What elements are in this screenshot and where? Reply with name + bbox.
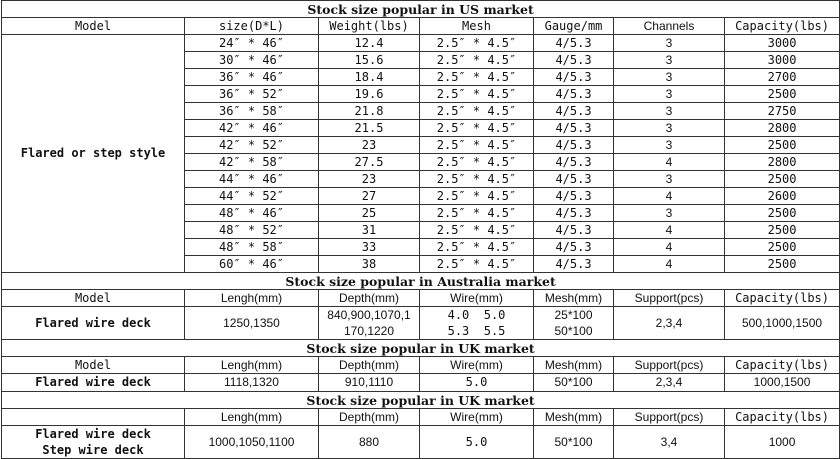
mesh-line: 50*100	[554, 324, 593, 338]
model-cell: Flared or step style	[2, 35, 185, 273]
mesh-cell: 2.5″ * 4.5″	[420, 86, 534, 103]
header-lengh: Lengh(mm)	[185, 357, 319, 374]
wire-cell	[420, 307, 534, 340]
mesh-cell: 2.5″ * 4.5″	[420, 154, 534, 171]
weight-cell: 31	[319, 222, 420, 239]
mesh-cell: 2.5″ * 4.5″	[420, 171, 534, 188]
mesh-cell: 2.5″ * 4.5″	[420, 35, 534, 52]
size-cell: 44″ * 46″	[185, 171, 319, 188]
model-cell: Flared wire deck	[2, 307, 185, 340]
header-model: Model	[2, 357, 185, 374]
uk2-section-title-row	[2, 392, 840, 409]
header-lengh: Lengh(mm)	[185, 409, 319, 426]
capacity-cell: 1000,1500	[725, 374, 840, 392]
wire-line: 5.3 5.5	[447, 324, 506, 338]
mesh-cell: 2.5″ * 4.5″	[420, 256, 534, 273]
weight-cell: 23	[319, 137, 420, 154]
size-cell: 42″ * 46″	[185, 120, 319, 137]
header-channels: Channels	[614, 18, 725, 35]
channels-cell: 3	[614, 86, 725, 103]
header-depth: Depth(mm)	[319, 409, 420, 426]
capacity-cell: 2800	[725, 120, 840, 137]
capacity-cell: 3000	[725, 52, 840, 69]
header-wire: Wire(mm)	[420, 357, 534, 374]
channels-cell: 4	[614, 239, 725, 256]
depth-cell: 910,1110	[319, 374, 420, 392]
mesh-cell: 50*100	[534, 374, 614, 392]
channels-cell: 3	[614, 103, 725, 120]
capacity-cell: 2600	[725, 188, 840, 205]
weight-cell: 12.4	[319, 35, 420, 52]
size-cell: 36″ * 58″	[185, 103, 319, 120]
uk1-header-row	[2, 357, 840, 374]
gauge-cell: 4/5.3	[534, 35, 614, 52]
us-section-title-row	[2, 1, 840, 18]
size-cell: 24″ * 46″	[185, 35, 319, 52]
mesh-cell: 2.5″ * 4.5″	[420, 205, 534, 222]
model-line: Step wire deck	[42, 443, 144, 457]
header-model: Model	[2, 18, 185, 35]
header-wire: Wire(mm)	[420, 409, 534, 426]
size-cell: 44″ * 52″	[185, 188, 319, 205]
table-row	[2, 35, 840, 52]
gauge-cell: 4/5.3	[534, 120, 614, 137]
weight-cell: 15.6	[319, 52, 420, 69]
weight-cell: 25	[319, 205, 420, 222]
capacity-cell: 2500	[725, 222, 840, 239]
channels-cell: 3	[614, 69, 725, 86]
header-capacity: Capacity(lbs)	[725, 18, 840, 35]
weight-cell: 38	[319, 256, 420, 273]
size-cell: 60″ * 46″	[185, 256, 319, 273]
channels-cell: 3	[614, 120, 725, 137]
table-row	[2, 426, 840, 459]
depth-cell	[319, 307, 420, 340]
channels-cell: 3	[614, 35, 725, 52]
gauge-cell: 4/5.3	[534, 86, 614, 103]
gauge-cell: 4/5.3	[534, 222, 614, 239]
weight-cell: 19.6	[319, 86, 420, 103]
header-weight: Weight(lbs)	[319, 18, 420, 35]
capacity-cell: 2500	[725, 86, 840, 103]
support-cell: 2,3,4	[614, 374, 725, 392]
gauge-cell: 4/5.3	[534, 171, 614, 188]
capacity-cell: 2500	[725, 137, 840, 154]
mesh-cell: 2.5″ * 4.5″	[420, 69, 534, 86]
gauge-cell: 4/5.3	[534, 239, 614, 256]
au-section-title-row	[2, 273, 840, 290]
gauge-cell: 4/5.3	[534, 256, 614, 273]
us-section-title: Stock size popular in US market	[2, 1, 840, 18]
model-cell: Flared wire deck	[2, 374, 185, 392]
gauge-cell: 4/5.3	[534, 154, 614, 171]
au-header-row	[2, 290, 840, 307]
channels-cell: 3	[614, 205, 725, 222]
header-mesh: Mesh(mm)	[534, 357, 614, 374]
capacity-cell: 2500	[725, 205, 840, 222]
gauge-cell: 4/5.3	[534, 69, 614, 86]
header-capacity: Capacity(lbs)	[725, 290, 840, 307]
weight-cell: 18.4	[319, 69, 420, 86]
header-mesh: Mesh(mm)	[534, 409, 614, 426]
size-cell: 48″ * 58″	[185, 239, 319, 256]
channels-cell: 3	[614, 52, 725, 69]
depth-line: 840,900,1070,1	[327, 308, 411, 322]
gauge-cell: 4/5.3	[534, 52, 614, 69]
wire-cell: 5.0	[420, 426, 534, 459]
model-cell	[2, 426, 185, 459]
size-cell: 36″ * 46″	[185, 69, 319, 86]
size-cell: 48″ * 52″	[185, 222, 319, 239]
header-model: Model	[2, 290, 185, 307]
header-mesh: Mesh(mm)	[534, 290, 614, 307]
gauge-cell: 4/5.3	[534, 205, 614, 222]
weight-cell: 27.5	[319, 154, 420, 171]
model-line: Flared wire deck	[35, 427, 151, 441]
header-model	[2, 409, 185, 426]
capacity-cell: 2500	[725, 239, 840, 256]
header-gauge: Gauge/mm	[534, 18, 614, 35]
lengh-cell: 1118,1320	[185, 374, 319, 392]
uk1-section-title-row	[2, 340, 840, 357]
capacity-cell: 2500	[725, 256, 840, 273]
mesh-cell: 50*100	[534, 426, 614, 459]
table-row	[2, 374, 840, 392]
channels-cell: 3	[614, 171, 725, 188]
support-cell: 2,3,4	[614, 307, 725, 340]
au-section-title: Stock size popular in Australia market	[2, 273, 840, 290]
size-cell: 42″ * 58″	[185, 154, 319, 171]
header-depth: Depth(mm)	[319, 290, 420, 307]
lengh-cell: 1250,1350	[185, 307, 319, 340]
capacity-cell: 1000	[725, 426, 840, 459]
uk2-header-row	[2, 409, 840, 426]
mesh-cell	[534, 307, 614, 340]
gauge-cell: 4/5.3	[534, 103, 614, 120]
mesh-cell: 2.5″ * 4.5″	[420, 103, 534, 120]
weight-cell: 33	[319, 239, 420, 256]
support-cell: 3,4	[614, 426, 725, 459]
gauge-cell: 4/5.3	[534, 137, 614, 154]
channels-cell: 4	[614, 154, 725, 171]
mesh-cell: 2.5″ * 4.5″	[420, 52, 534, 69]
uk2-section-title: Stock size popular in UK market	[2, 392, 840, 409]
channels-cell: 4	[614, 222, 725, 239]
mesh-cell: 2.5″ * 4.5″	[420, 239, 534, 256]
capacity-cell: 3000	[725, 35, 840, 52]
mesh-cell: 2.5″ * 4.5″	[420, 120, 534, 137]
weight-cell: 21.8	[319, 103, 420, 120]
weight-cell: 21.5	[319, 120, 420, 137]
capacity-cell: 2500	[725, 171, 840, 188]
mesh-line: 25*100	[554, 308, 593, 322]
size-cell: 48″ * 46″	[185, 205, 319, 222]
header-size: size(D*L)	[185, 18, 319, 35]
wire-line: 4.0 5.0	[447, 308, 506, 322]
us-header-row	[2, 18, 840, 35]
header-lengh: Lengh(mm)	[185, 290, 319, 307]
header-mesh: Mesh	[420, 18, 534, 35]
channels-cell: 3	[614, 137, 725, 154]
mesh-cell: 2.5″ * 4.5″	[420, 188, 534, 205]
size-cell: 36″ * 52″	[185, 86, 319, 103]
lengh-cell: 1000,1050,1100	[185, 426, 319, 459]
header-depth: Depth(mm)	[319, 357, 420, 374]
header-capacity: Capacity(lbs)	[725, 357, 840, 374]
uk1-section-title: Stock size popular in UK market	[2, 340, 840, 357]
depth-cell: 880	[319, 426, 420, 459]
size-cell: 30″ * 46″	[185, 52, 319, 69]
depth-line: 170,1220	[343, 324, 395, 338]
channels-cell: 4	[614, 256, 725, 273]
channels-cell: 4	[614, 188, 725, 205]
gauge-cell: 4/5.3	[534, 188, 614, 205]
size-cell: 42″ * 52″	[185, 137, 319, 154]
header-wire: Wire(mm)	[420, 290, 534, 307]
table-row	[2, 307, 840, 340]
mesh-cell: 2.5″ * 4.5″	[420, 222, 534, 239]
header-support: Support(pcs)	[614, 409, 725, 426]
wire-cell: 5.0	[420, 374, 534, 392]
capacity-cell: 2700	[725, 69, 840, 86]
mesh-cell: 2.5″ * 4.5″	[420, 137, 534, 154]
capacity-cell: 2750	[725, 103, 840, 120]
weight-cell: 23	[319, 171, 420, 188]
capacity-cell: 500,1000,1500	[725, 307, 840, 340]
weight-cell: 27	[319, 188, 420, 205]
header-capacity: Capacity(lbs)	[725, 409, 840, 426]
stock-size-table	[1, 0, 840, 459]
header-support: Support(pcs)	[614, 290, 725, 307]
header-support: Support(pcs)	[614, 357, 725, 374]
capacity-cell: 2800	[725, 154, 840, 171]
